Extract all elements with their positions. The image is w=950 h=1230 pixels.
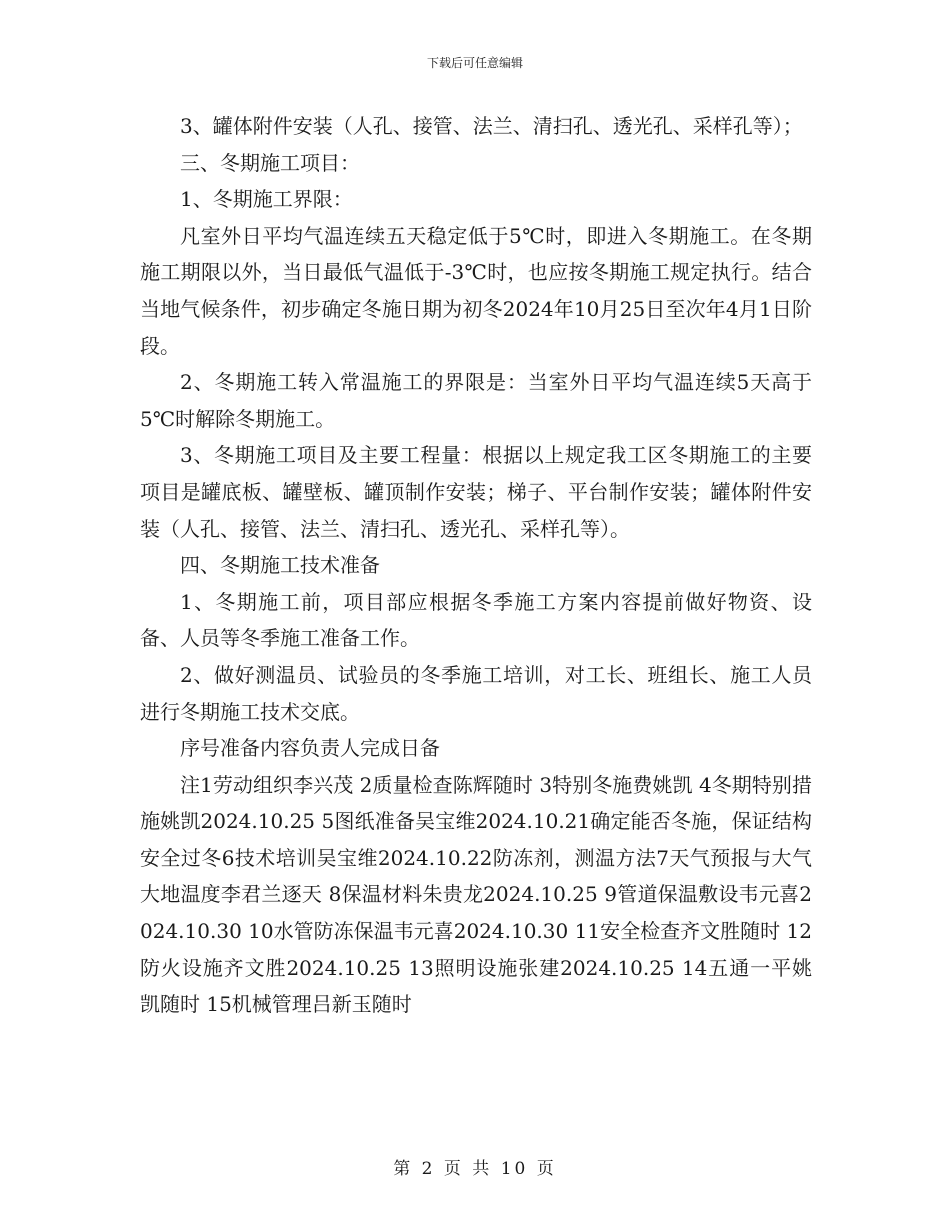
paragraph: 3、冬期施工项目及主要工程量：根据以上规定我工区冬期施工的主要项目是罐底板、罐壁板、罐顶制作安装；梯子、平台制作安装；罐体附件安装（人孔、接管、法兰、清扫孔、透光孔、采样孔等）。 xyxy=(140,443,812,541)
table-content-text: 注1劳动组织李兴茂 2质量检查陈辉随时 3特别冬施费姚凯 4冬期特别措施姚凯2024.10.25 5图纸准备吴宝维2024.10.21确定能否冬施，保证结构安全过冬6技术培训吴宝维2024.10.22防冻剂，测温方法7天气预报与大气大地温度李君兰逐天 8保温材料朱贵龙2024.10.25 9管道保温敷设韦元喜2024.10.30 10水管防冻保温韦元喜2024.10.30 11安全检查齐文胜随时 12防火设施齐文胜2024.10.25 13照明设施张建2024.10.25 14五通一平姚凯随时 15机械管理吕新玉随时 xyxy=(140,772,812,1017)
table-header-text: 序号准备内容负责人完成日备 xyxy=(180,736,440,761)
paragraph: 1、冬期施工前，项目部应根据冬季施工方案内容提前做好物资、设备、人员等冬季施工准备工作。 xyxy=(140,589,812,651)
paragraph: 3、罐体附件安装（人孔、接管、法兰、清扫孔、透光孔、采样孔等）； xyxy=(180,114,803,138)
paragraph: 2、冬期施工转入常温施工的界限是：当室外日平均气温连续5天高于5℃时解除冬期施工。 xyxy=(140,370,812,431)
section-heading: 四、冬期施工技术准备 xyxy=(180,553,380,578)
section-heading: 三、冬期施工项目： xyxy=(180,150,360,175)
page-header: 下载后可任意编辑 xyxy=(426,56,523,70)
paragraph: 凡室外日平均气温连续五天稳定低于5℃时，即进入冬期施工。在冬期施工期限以外，当日最低气温低于-3℃时，也应按冬期施工规定执行。结合当地气候条件，初步确定冬施日期为初冬2024年10月25日至次年4月1日阶段。 xyxy=(140,223,812,358)
paragraph: 2、做好测温员、试验员的冬季施工培训，对工长、班组长、施工人员进行冬期施工技术交底。 xyxy=(140,662,812,724)
page-footer: 第 2 页 共 10 页 xyxy=(393,1159,557,1179)
subsection-heading: 1、冬期施工界限： xyxy=(180,187,353,212)
document-body xyxy=(140,108,812,1023)
